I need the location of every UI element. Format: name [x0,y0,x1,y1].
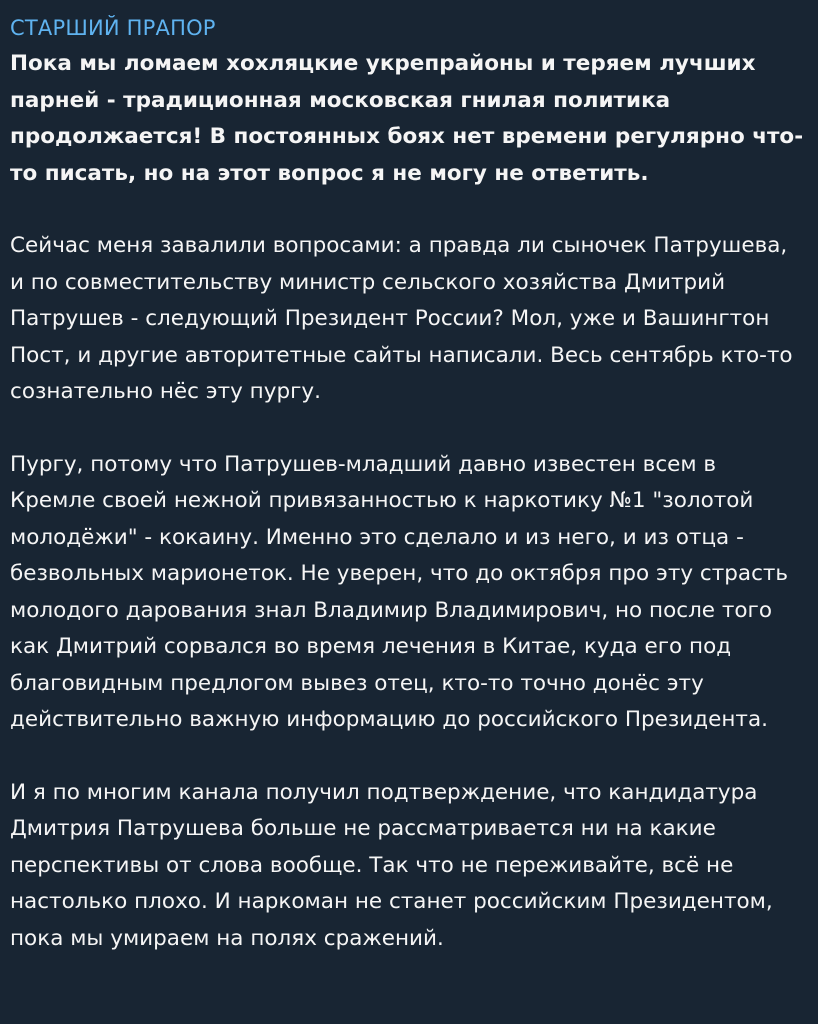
message-paragraph-2: Пургу, потому что Патрушев-младший давно известен всем в Кремле своей нежной привязанностью к наркотику №1 "золотой молодёжи" - кокаину. Именно это сделало и из него, и из отца - безвольных марионеток. Не уверен, что до октября про эту страсть молодого дарования знал Владимир Владимирович, но после того как Дмитрий сорвался во время лечения в Китае, куда его под благовидным предлогом вывез отец, кто-то точно донёс эту действительно важную информацию до российского Президента. [10,451,789,732]
channel-name[interactable]: СТАРШИЙ ПРАПОР [10,16,216,40]
paragraph-gap [10,192,808,228]
paragraph-gap [10,411,808,447]
message-paragraph-1: Сейчас меня завалили вопросами: а правда ли сыночек Патрушева, и по совместительству министр сельского хозяйства Дмитрий Патрушев - следующий Президент России? Мол, уже и Вашингтон Пост, и другие авторитетные сайты написали. Весь сентябрь кто-то сознательно нёс эту пургу. [10,233,793,404]
message-lead: Пока мы ломаем хохляцкие укрепрайоны и теряем лучших парней - традиционная московская гнилая политика продолжается! В постоянных боях нет времени регулярно что-то писать, но на этот вопрос я не могу не ответить. [10,51,804,186]
paragraph-gap [10,739,808,775]
message-paragraph-3: И я по многим канала получил подтверждение, что кандидатура Дмитрия Патрушева больше не рассматривается ни на какие перспективы от слова вообще. Так что не переживайте, всё не настолько плохо. И наркоман не станет российским Президентом, пока мы умираем на полях сражений. [10,779,773,951]
